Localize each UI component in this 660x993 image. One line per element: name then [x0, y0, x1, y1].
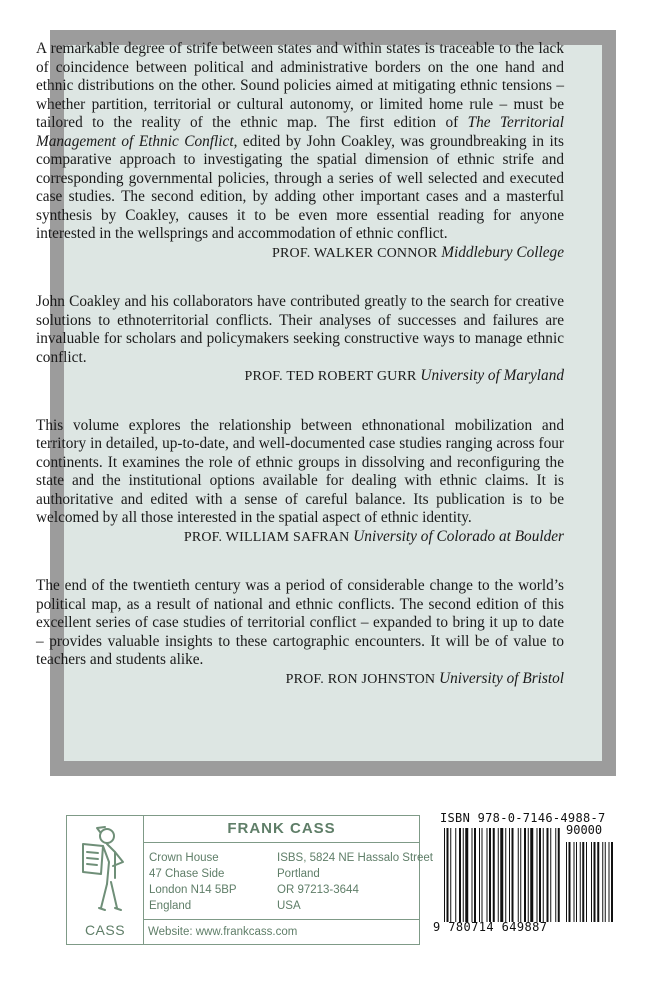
reviewer-affiliation: University of Colorado at Boulder — [353, 527, 564, 545]
reviewer-name: PROF. WALKER CONNOR — [272, 245, 438, 261]
addon-bar — [591, 842, 592, 922]
blurb-gurr — [36, 293, 564, 387]
barcode-bar — [530, 828, 533, 922]
blurb-attribution — [36, 528, 564, 548]
blurb-text: The end of the twentieth century was a period of considerable change to the world’s political map, as a result of national and ethnic conflicts. The second edition of this excellent series of case studies of territorial conflict – expanded to bring it up to date – provides valuable insights to these cartographic encounters. It will be of value to teachers and students alike. — [36, 577, 564, 668]
address-line: 47 Chase Side — [149, 868, 225, 880]
blurb-attribution — [36, 367, 564, 387]
addon-bar — [569, 842, 571, 922]
barcode-bar — [455, 828, 456, 922]
barcode-bar — [550, 828, 551, 922]
barcode-bar — [555, 828, 556, 922]
barcode-bar — [539, 828, 541, 922]
address-line: London N14 5BP — [149, 884, 237, 896]
logo-text: CASS — [84, 922, 126, 938]
publisher-logo — [67, 816, 144, 944]
blurbs-section — [36, 40, 564, 719]
blurb-text-part: , edited by John Coakley, was groundbreaking in its comparative approach to investigating the spatial dimension of ethnic strife and corresponding governmental policies, through a series of well selected and executed case studies. The second edition, by adding other important cases and a masterful synthesis by Coakley, causes it to be even more essential reading for anyone interested in the wellsprings and accommodation of ethnic conflict. — [36, 132, 565, 242]
blurb-text: This volume explores the relationship between ethnonational mobilization and territory in detailed, up-to-date, and well-documented case studies ranging across four continents. It examines the role of ethnic groups in dissolving and reconfiguring the state and the institutional options available for dealing with ethnic claims. It is authoritative and edited with a sense of careful balance. Its publication is to be welcomed by all those interested in the spatial aspect of ethnic identity. — [36, 416, 564, 526]
barcode-bar — [489, 828, 491, 922]
addon-bar — [582, 842, 584, 922]
addon-bar — [586, 842, 587, 922]
barcode-bar — [444, 828, 445, 922]
barcode-bar — [465, 828, 468, 922]
reviewer-name: PROF. RON JOHNSTON — [285, 671, 436, 687]
addon-bar — [602, 842, 603, 922]
blurb-attribution — [36, 670, 564, 690]
barcode-bar — [543, 828, 544, 922]
us-address — [277, 850, 433, 914]
addon-bar — [574, 842, 575, 922]
addon-bar — [609, 842, 610, 922]
price-addon-label: 90000 — [566, 823, 603, 837]
barcode-bar — [450, 828, 451, 922]
barcode-bar — [487, 828, 488, 922]
address-line: England — [149, 900, 192, 912]
reviewer-name: PROF. WILLIAM SAFRAN — [183, 529, 350, 545]
barcode-bar — [528, 828, 529, 922]
blurb-text — [36, 40, 564, 244]
reviewer-name: PROF. TED ROBERT GURR — [244, 369, 417, 384]
address-line: OR 97213-3644 — [277, 884, 359, 896]
barcode-bar — [547, 828, 549, 922]
address-line: Crown House — [149, 852, 219, 864]
scholar-figure-icon — [73, 822, 137, 914]
barcode-bar — [472, 828, 473, 922]
addon-bar — [576, 842, 577, 922]
barcode-bar — [479, 828, 480, 922]
barcode-bar — [482, 828, 483, 922]
blurb-johnston — [36, 577, 564, 689]
barcode-bar — [447, 828, 449, 922]
barcode-bar — [558, 828, 560, 922]
uk-address — [149, 850, 237, 914]
blurb-text: John Coakley and his collaborators have contributed greatly to the search for creative solutions to ethnoterritorial conflicts. Their analyses of successes and failures are invaluable for scholars and policymakers seeking constructive ways to manage ethnic conflict. — [36, 293, 564, 366]
blurb-attribution — [36, 244, 564, 264]
address-line: USA — [277, 900, 301, 912]
reviewer-affiliation: University of Bristol — [439, 669, 564, 687]
publisher-name: FRANK CASS — [144, 816, 419, 843]
barcode-bar — [474, 828, 476, 922]
ean-number: 9 780714 649887 — [433, 920, 548, 934]
addon-bar — [597, 842, 599, 922]
barcode-bar — [537, 828, 538, 922]
publisher-website: Website: www.frankcass.com — [144, 919, 419, 944]
address-line: Portland — [277, 868, 320, 880]
barcode-bar — [493, 828, 495, 922]
barcode-bar — [459, 828, 461, 922]
barcode-bar — [498, 828, 499, 922]
addon-bar — [611, 842, 613, 922]
book-title: The Territorial Management of Ethnic Conflict — [36, 114, 564, 150]
address-line: ISBS, 5824 NE Hassalo Street — [277, 852, 433, 864]
barcode-bar — [500, 828, 503, 922]
barcode-bar — [505, 828, 506, 922]
addon-bar — [594, 842, 596, 922]
blurb-connor — [36, 40, 564, 263]
barcode-bar — [518, 828, 519, 922]
blurb-safran — [36, 417, 564, 548]
addon-bar — [580, 842, 581, 922]
barcode-bar — [463, 828, 464, 922]
blurb-text-part: A remarkable degree of strife between states and within states is traceable to the lack of coincidence between political and administrative borders on the one hand and ethnic distributions on the other. Sound policies aimed at mitigating ethnic tensions – whether partition, territorial or cultural autonomy, or limited home rule – must be tailored to the reality of the ethnic map. The first edition of — [36, 40, 564, 131]
barcode-bar — [512, 828, 514, 922]
barcode-bar — [509, 828, 510, 922]
reviewer-affiliation: Middlebury College — [441, 243, 564, 261]
barcode-bar — [524, 828, 526, 922]
barcode-bar — [520, 828, 521, 922]
addon-bar — [605, 842, 606, 922]
isbn-label: ISBN 978-0-7146-4988-7 — [440, 811, 606, 825]
reviewer-affiliation: University of Maryland — [420, 367, 564, 384]
publisher-box — [66, 815, 433, 945]
addon-bar — [566, 842, 567, 922]
